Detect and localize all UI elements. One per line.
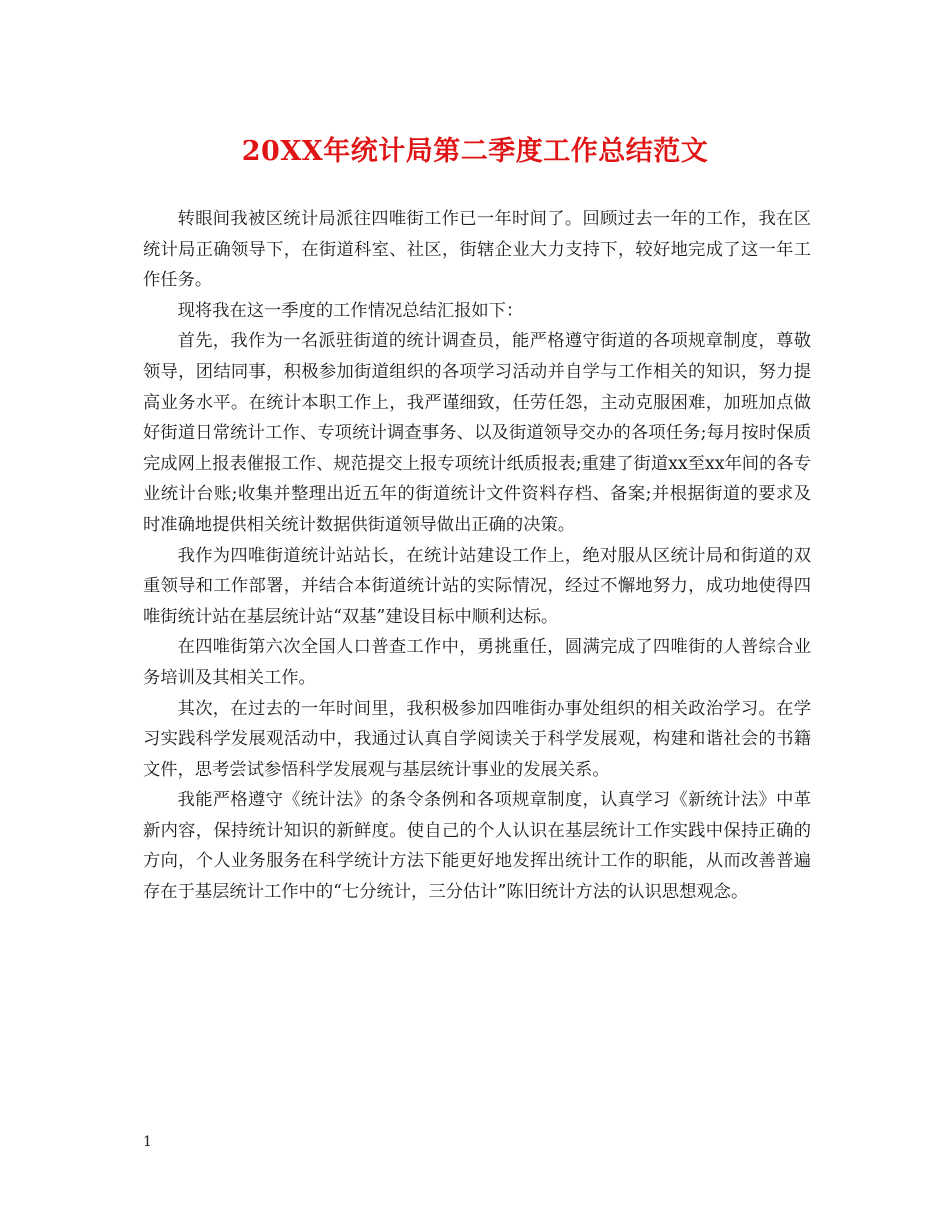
paragraph: 我作为四唯街道统计站站长，在统计站建设工作上，绝对服从区统计局和街道的双重领导和工作部署，并结合本街道统计站的实际情况，经过不懈地努力，成功地使得四唯街统计站在基层统计站“双基”建设目标中顺利达标。 (143, 545, 811, 627)
page-number: 1 (143, 1134, 152, 1150)
paragraph: 现将我在这一季度的工作情况总结汇报如下： (177, 300, 524, 321)
paragraph: 其次，在过去的一年时间里，我积极参加四唯街办事处组织的相关政治学习。在学习实践科学发展观活动中，我通过认真自学阅读关于科学发展观，构建和谐社会的书籍文件，思考尝试参悟科学发展观与基层统计事业的发展关系。 (143, 698, 811, 780)
paragraph: 我能严格遵守《统计法》的条令条例和各项规章制度，认真学习《新统计法》中革新内容，保持统计知识的新鲜度。使自己的个人认识在基层统计工作实践中保持正确的方向，个人业务服务在科学统计方法下能更好地发挥出统计工作的职能，从而改善普遍存在于基层统计工作中的“七分统计，三分估计”陈旧统计方法的认识思想观念。 (143, 790, 811, 903)
document-title: 20XX年统计局第二季度工作总结范文 (241, 136, 709, 167)
paragraph: 首先，我作为一名派驻街道的统计调查员，能严格遵守街道的各项规章制度，尊敬领导，团结同事，积极参加街道组织的各项学习活动并自学与工作相关的知识，努力提高业务水平。在统计本职工作上，我严谨细致，任劳任怨，主动克服困难，加班加点做好街道日常统计工作、专项统计调查事务、以及街道领导交办的各项任务;每月按时保质完成网上报表催报工作、规范提交上报专项统计纸质报表;重建了街道xx至xx年间的各专业统计台账;收集并整理出近五年的街道统计文件资料存档、备案;并根据街道的要求及时准确地提供相关统计数据供街道领导做出正确的决策。 (143, 331, 811, 535)
paragraph: 在四唯街第六次全国人口普查工作中，勇挑重任，圆满完成了四唯街的人普综合业务培训及其相关工作。 (143, 637, 811, 688)
document-body (143, 204, 811, 908)
paragraph: 转眼间我被区统计局派往四唯街工作已一年时间了。回顾过去一年的工作，我在区统计局正确领导下，在街道科室、社区，街辖企业大力支持下，较好地完成了这一年工作任务。 (143, 209, 811, 291)
